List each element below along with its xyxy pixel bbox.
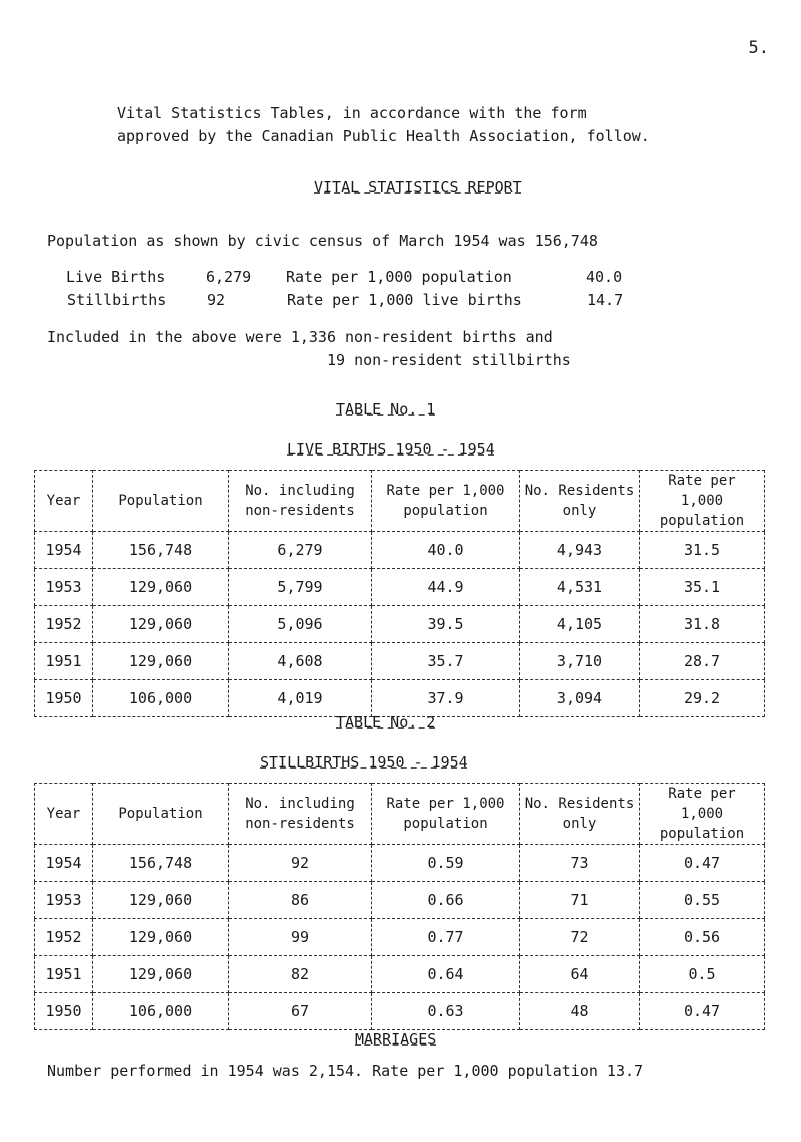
table-cell: 0.47	[640, 845, 765, 882]
table-cell: 82	[229, 956, 372, 993]
table-cell: 3,710	[520, 643, 640, 680]
rate-count: 92	[207, 291, 226, 309]
table1-caption: TABLE No. 1	[336, 400, 436, 418]
table-row	[35, 532, 765, 569]
table-cell: 129,060	[93, 606, 229, 643]
included-line: Included in the above were 1,336 non-resident births and	[47, 328, 553, 346]
table-cell: 1953	[35, 569, 93, 606]
table-cell: 129,060	[93, 882, 229, 919]
table-cell: 4,608	[229, 643, 372, 680]
table-cell: 71	[520, 882, 640, 919]
table-cell: 1951	[35, 956, 93, 993]
table-cell: 1950	[35, 680, 93, 717]
column-header: Population	[93, 784, 229, 845]
table-cell: 31.8	[640, 606, 765, 643]
rate-label: Live Births	[66, 268, 166, 286]
rate-count: 6,279	[206, 268, 252, 286]
table-row	[35, 606, 765, 643]
table-cell: 48	[520, 993, 640, 1030]
table-cell: 1953	[35, 882, 93, 919]
table-cell: 35.7	[372, 643, 520, 680]
table-cell: 29.2	[640, 680, 765, 717]
table-cell: 67	[229, 993, 372, 1030]
table-cell: 5,799	[229, 569, 372, 606]
table-cell: 28.7	[640, 643, 765, 680]
table-cell: 1954	[35, 532, 93, 569]
table-cell: 0.47	[640, 993, 765, 1030]
rate-row	[66, 290, 624, 310]
table-cell: 40.0	[372, 532, 520, 569]
table2-caption: TABLE No. 2	[336, 713, 436, 731]
table-cell: 0.77	[372, 919, 520, 956]
table-row	[35, 680, 765, 717]
rate-description: Rate per 1,000 live births	[287, 291, 522, 309]
report-title: VITAL STATISTICS REPORT	[314, 178, 522, 196]
table-cell: 0.64	[372, 956, 520, 993]
live-births-table	[34, 470, 765, 717]
column-header: Year	[35, 471, 93, 532]
column-header: Rate per 1,000 population	[640, 471, 765, 532]
table-row	[35, 569, 765, 606]
table-header-row	[35, 471, 765, 532]
table-cell: 106,000	[93, 680, 229, 717]
intro-line: approved by the Canadian Public Health Association, follow.	[117, 127, 650, 145]
table-row	[35, 882, 765, 919]
table-cell: 86	[229, 882, 372, 919]
table-row	[35, 845, 765, 882]
rates-block	[66, 268, 624, 310]
table-cell: 35.1	[640, 569, 765, 606]
table-cell: 0.63	[372, 993, 520, 1030]
table-cell: 0.66	[372, 882, 520, 919]
table-cell: 1954	[35, 845, 93, 882]
table-cell: 106,000	[93, 993, 229, 1030]
table-cell: 5,096	[229, 606, 372, 643]
table-cell: 31.5	[640, 532, 765, 569]
stillbirths-table	[34, 783, 765, 1030]
rate-label: Stillbirths	[67, 291, 167, 309]
table-cell: 64	[520, 956, 640, 993]
table-cell: 44.9	[372, 569, 520, 606]
table-cell: 6,279	[229, 532, 372, 569]
column-header: Rate per 1,000 population	[372, 784, 520, 845]
table1-subtitle: LIVE BIRTHS 1950 - 1954	[287, 440, 495, 458]
column-header: Rate per 1,000 population	[640, 784, 765, 845]
table-cell: 0.55	[640, 882, 765, 919]
column-header: No. Residents only	[520, 471, 640, 532]
table-cell: 156,748	[93, 532, 229, 569]
table-cell: 4,531	[520, 569, 640, 606]
table-cell: 4,943	[520, 532, 640, 569]
rate-value: 40.0	[586, 268, 623, 286]
column-header: No. Residents only	[520, 784, 640, 845]
table-row	[35, 919, 765, 956]
table-cell: 1951	[35, 643, 93, 680]
table-cell: 39.5	[372, 606, 520, 643]
table-cell: 0.5	[640, 956, 765, 993]
table-cell: 3,094	[520, 680, 640, 717]
table-cell: 0.56	[640, 919, 765, 956]
table-cell: 129,060	[93, 569, 229, 606]
column-header: Population	[93, 471, 229, 532]
table-cell: 73	[520, 845, 640, 882]
table-cell: 72	[520, 919, 640, 956]
included-line: 19 non-resident stillbirths	[327, 351, 571, 369]
rate-description: Rate per 1,000 population	[286, 268, 512, 286]
intro-line: Vital Statistics Tables, in accordance with the form	[117, 104, 587, 122]
column-header: Rate per 1,000 population	[372, 471, 520, 532]
table-cell: 4,105	[520, 606, 640, 643]
table-cell: 129,060	[93, 919, 229, 956]
table-cell: 99	[229, 919, 372, 956]
page-number: 5.	[748, 38, 769, 58]
marriages-heading: MARRIAGES	[355, 1030, 437, 1048]
rate-row	[66, 268, 624, 290]
table-cell: 92	[229, 845, 372, 882]
table-cell: 129,060	[93, 956, 229, 993]
table-cell: 4,019	[229, 680, 372, 717]
table-cell: 1952	[35, 919, 93, 956]
rate-value: 14.7	[587, 291, 624, 309]
column-header: No. including non-residents	[229, 784, 372, 845]
table-row	[35, 643, 765, 680]
rates-table	[66, 268, 624, 310]
table-header-row	[35, 784, 765, 845]
table2-subtitle: STILLBIRTHS 1950 - 1954	[260, 753, 468, 771]
marriages-line: Number performed in 1954 was 2,154. Rate per 1,000 population 13.7	[47, 1062, 644, 1080]
column-header: No. including non-residents	[229, 471, 372, 532]
table-cell: 156,748	[93, 845, 229, 882]
column-header: Year	[35, 784, 93, 845]
population-line: Population as shown by civic census of March 1954 was 156,748	[47, 232, 598, 250]
table-cell: 37.9	[372, 680, 520, 717]
table-row	[35, 956, 765, 993]
table-row	[35, 993, 765, 1030]
table-cell: 1952	[35, 606, 93, 643]
table-cell: 0.59	[372, 845, 520, 882]
table-cell: 129,060	[93, 643, 229, 680]
table-cell: 1950	[35, 993, 93, 1030]
